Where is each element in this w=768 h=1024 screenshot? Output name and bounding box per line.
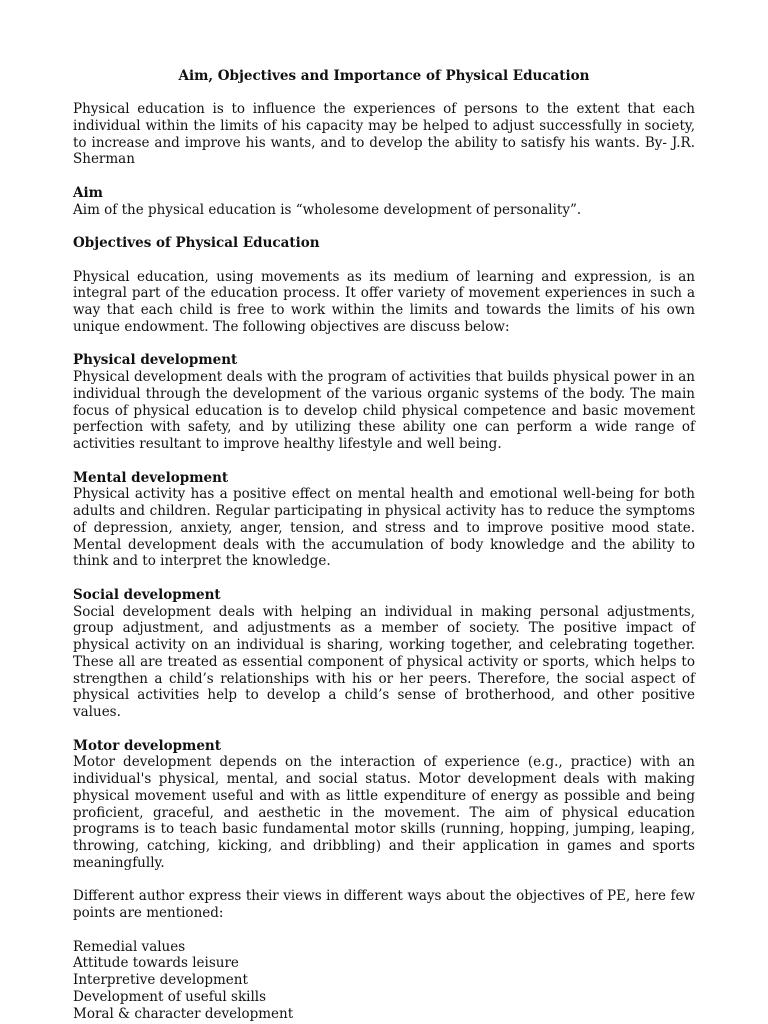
section-heading: Mental development bbox=[73, 469, 229, 486]
section-text: Physical development deals with the program of activities that builds physical power in an individual through the development of the various organic systems of the body. The main focus of physical education is to develop child physical competence and basic movement perfection with safety, and by utilizing these ability one can perform a wide range of activities resultant to improve healthy lifestyle and well being. bbox=[73, 369, 695, 452]
aim-text: Aim of the physical education is “wholesome development of personality”. bbox=[73, 201, 582, 218]
list-item: Development of useful skills bbox=[73, 988, 267, 1005]
intro-paragraph: Physical education is to influence the experiences of persons to the extent that each individual within the limits of his capacity may be helped to adjust successfully in society, to increase and improve his wants, and to develop the ability to satisfy his wants. By- J.R. Sherman bbox=[73, 101, 695, 168]
section-social-development bbox=[73, 587, 695, 721]
section-heading: Motor development bbox=[73, 737, 221, 754]
document-title: Aim, Objectives and Importance of Physical Education bbox=[178, 68, 590, 84]
section-heading: Physical development bbox=[73, 352, 238, 369]
section-heading: Social development bbox=[73, 586, 221, 603]
section-text: Motor development depends on the interaction of experience (e.g., practice) with an individual's physical, mental, and social status. Motor development deals with making physical movement useful and with as little expenditure of energy as possible and being proficient, graceful, and aesthetic in the movement. The aim of physical education programs is to teach basic fundamental motor skills (running, hopping, jumping, leaping, throwing, catching, kicking, and dribbling) and their application in games and sports meaningfully. bbox=[73, 754, 695, 871]
list-item: Attitude towards leisure bbox=[73, 955, 239, 972]
list-item: Interpretive development bbox=[73, 972, 248, 988]
section-text: Social development deals with helping an individual in making personal adjustments, group adjustment, and adjustments as a member of society. The positive impact of physical activity on an individual is sharing, working together, and celebrating together. These all are treated as essential component of physical activity or sports, which helps to strengthen a child’s relationships with his or her peers. Therefore, the social aspect of physical activities help to develop a child’s sense of brotherhood, and other positive values. bbox=[73, 603, 695, 720]
objectives-text: Physical education, using movements as its medium of learning and expression, is an integral part of the education process. It offer variety of movement experiences in such a way that each child is free to work within the limits and towards the limits of his own unique endowment. The following objectives are discuss below: bbox=[73, 268, 695, 335]
section-text: Physical activity has a positive effect on mental health and emotional well-being for both adults and children. Regular participating in physical activity has to reduce the symptoms of depression, anxiety, anger, tension, and stress and to improve positive mood state. Mental development deals with the accumulation of body knowledge and the ability to think and to interpret the knowledge. bbox=[73, 486, 695, 570]
authors-note: Different author express their views in different ways about the objectives of PE, here few points are mentioned: bbox=[73, 888, 695, 921]
aim-heading: Aim bbox=[73, 184, 103, 201]
aim-section bbox=[73, 185, 695, 219]
list-item: Moral & character development bbox=[73, 1005, 294, 1022]
list-item: Remedial values bbox=[73, 938, 186, 955]
objectives-heading: Objectives of Physical Education bbox=[73, 235, 320, 251]
section-physical-development bbox=[73, 352, 695, 453]
objectives-points-list bbox=[73, 939, 695, 1023]
section-mental-development bbox=[73, 470, 695, 571]
section-motor-development bbox=[73, 738, 695, 872]
